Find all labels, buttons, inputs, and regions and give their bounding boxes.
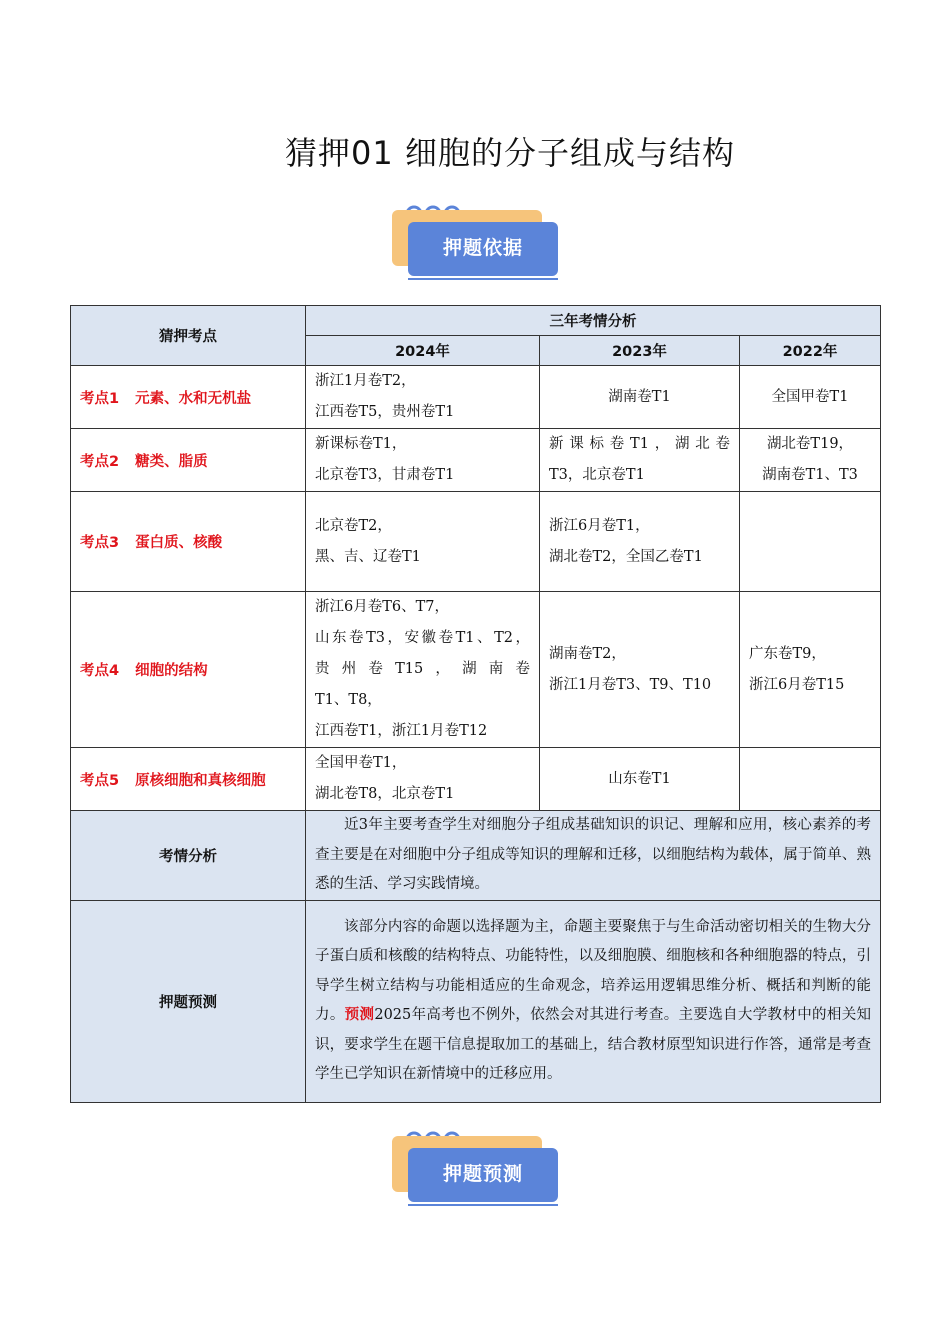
cell-2023 <box>540 492 740 592</box>
exam-ref: T3，北京卷T1 <box>549 467 645 483</box>
badge-label: 押题依据 <box>408 222 558 276</box>
table-row <box>71 366 881 429</box>
exam-ref: T1、T8， <box>315 692 382 708</box>
cell-2024 <box>306 429 540 492</box>
exam-ref: 黑、吉、辽卷T1 <box>315 548 421 565</box>
header-year-2023: 2023年 <box>540 336 740 366</box>
exam-ref: 江西卷T5，贵州卷T1 <box>315 404 455 420</box>
exam-ref: 江西卷T1，浙江1月卷T12 <box>315 723 488 739</box>
header-topic: 猜押考点 <box>71 306 306 366</box>
cell-2024 <box>306 592 540 748</box>
table-row <box>71 592 881 748</box>
topic-cell <box>71 429 306 492</box>
topic-name: 原核细胞和真核细胞 <box>135 772 266 789</box>
header-year-2022: 2022年 <box>740 336 881 366</box>
prediction-label: 押题预测 <box>71 900 306 1102</box>
prediction-text-part2: 2025年高考也不例外，依然会对其进行考查。主要选自大学教材中的相关知识，要求学生在题干信息提取加工的基础上，结合教材原型知识进行作答，通常是考查学生已学知识在新情境中的迁移应用。 <box>315 1007 872 1082</box>
exam-ref: 浙江1月卷T3、T9、T10 <box>549 676 712 693</box>
topic-name: 细胞的结构 <box>135 663 208 679</box>
cell-2023 <box>540 366 740 429</box>
prediction-text <box>306 913 880 1090</box>
page-title: 猜押01 细胞的分子组成与结构 <box>285 134 735 172</box>
exam-ref: 广东卷T9， <box>749 645 826 662</box>
exam-ref: 湖北卷T8，北京卷T1 <box>315 786 455 802</box>
topic-number: 考点1 <box>80 390 120 407</box>
cell-2023 <box>540 429 740 492</box>
table-row <box>71 429 881 492</box>
cell-2022 <box>740 748 881 811</box>
exam-ref: 浙江1月卷T2， <box>315 373 416 389</box>
section-badge-basis <box>392 198 564 282</box>
topic-cell <box>71 366 306 429</box>
topic-number: 考点4 <box>80 663 120 679</box>
topic-number: 考点5 <box>80 772 120 789</box>
exam-ref: 湖南卷T1 <box>608 388 671 405</box>
analysis-text: 近3年主要考查学生对细胞分子组成基础知识的识记、理解和应用，核心素养的考查主要是在对细胞中分子组成等知识的理解和迁移，以细胞结构为载体，属于简单、熟悉的生活、学习实践情境。 <box>315 817 872 892</box>
prediction-text-part1: 该部分内容的命题以选择题为主，命题主要聚焦于与生命活动密切相关的生物大分子蛋白质和核酸的结构特点、功能特性，以及细胞膜、细胞核和各种细胞器的特点，引导学生树立结构与功能相适应的生命观念，培养运用逻辑思维分析、概括和判断的能力。 <box>315 918 872 1023</box>
exam-ref: 浙江6月卷T6、T7， <box>315 599 450 615</box>
prediction-highlight: 预测 <box>344 1007 375 1023</box>
table-row <box>71 492 881 592</box>
exam-ref: 北京卷T3，甘肃卷T1 <box>315 467 455 483</box>
exam-ref: 浙江6月卷T15 <box>749 676 845 693</box>
topic-name: 糖类、脂质 <box>135 453 208 470</box>
topic-cell <box>71 492 306 592</box>
cell-2022 <box>740 592 881 748</box>
exam-ref: 湖南卷T2， <box>549 645 626 662</box>
section-badge-prediction <box>392 1124 564 1208</box>
exam-ref: 北京卷T2， <box>315 517 392 534</box>
cell-2024 <box>306 748 540 811</box>
table-row <box>71 748 881 811</box>
exam-ref: 全国甲卷T1 <box>771 388 849 405</box>
exam-ref: 浙江6月卷T1， <box>549 517 650 534</box>
exam-ref: 新课标卷T1，湖北卷 <box>549 436 730 452</box>
cell-2022 <box>740 492 881 592</box>
topic-cell <box>71 748 306 811</box>
exam-ref: 湖南卷T1、T3 <box>762 467 858 483</box>
topic-cell <box>71 592 306 748</box>
cell-2023 <box>540 592 740 748</box>
exam-analysis-table <box>70 305 881 1103</box>
header-year-2024: 2024年 <box>306 336 540 366</box>
topic-name: 蛋白质、核酸 <box>135 535 223 551</box>
topic-number: 考点3 <box>80 535 120 551</box>
cell-2023 <box>540 748 740 811</box>
exam-ref: 山东卷T1 <box>608 770 671 787</box>
exam-ref: 湖北卷T19， <box>766 436 854 452</box>
cell-2024 <box>306 366 540 429</box>
cell-2022 <box>740 429 881 492</box>
topic-name: 元素、水和无机盐 <box>135 390 252 407</box>
exam-ref: 全国甲卷T1， <box>315 755 407 771</box>
topic-number: 考点2 <box>80 453 120 470</box>
exam-ref: 新课标卷T1， <box>315 436 407 452</box>
exam-ref: 湖北卷T2，全国乙卷T1 <box>549 548 703 565</box>
cell-2024 <box>306 492 540 592</box>
header-three-year: 三年考情分析 <box>306 306 881 336</box>
prediction-row <box>71 900 881 1102</box>
exam-ref: 山东卷T3，安徽卷T1、T2， <box>315 630 530 646</box>
analysis-label: 考情分析 <box>71 811 306 901</box>
cell-2022 <box>740 366 881 429</box>
analysis-row <box>71 811 881 901</box>
exam-ref: 贵州卷T15，湖南卷 <box>315 661 530 677</box>
badge-label: 押题预测 <box>408 1148 558 1202</box>
